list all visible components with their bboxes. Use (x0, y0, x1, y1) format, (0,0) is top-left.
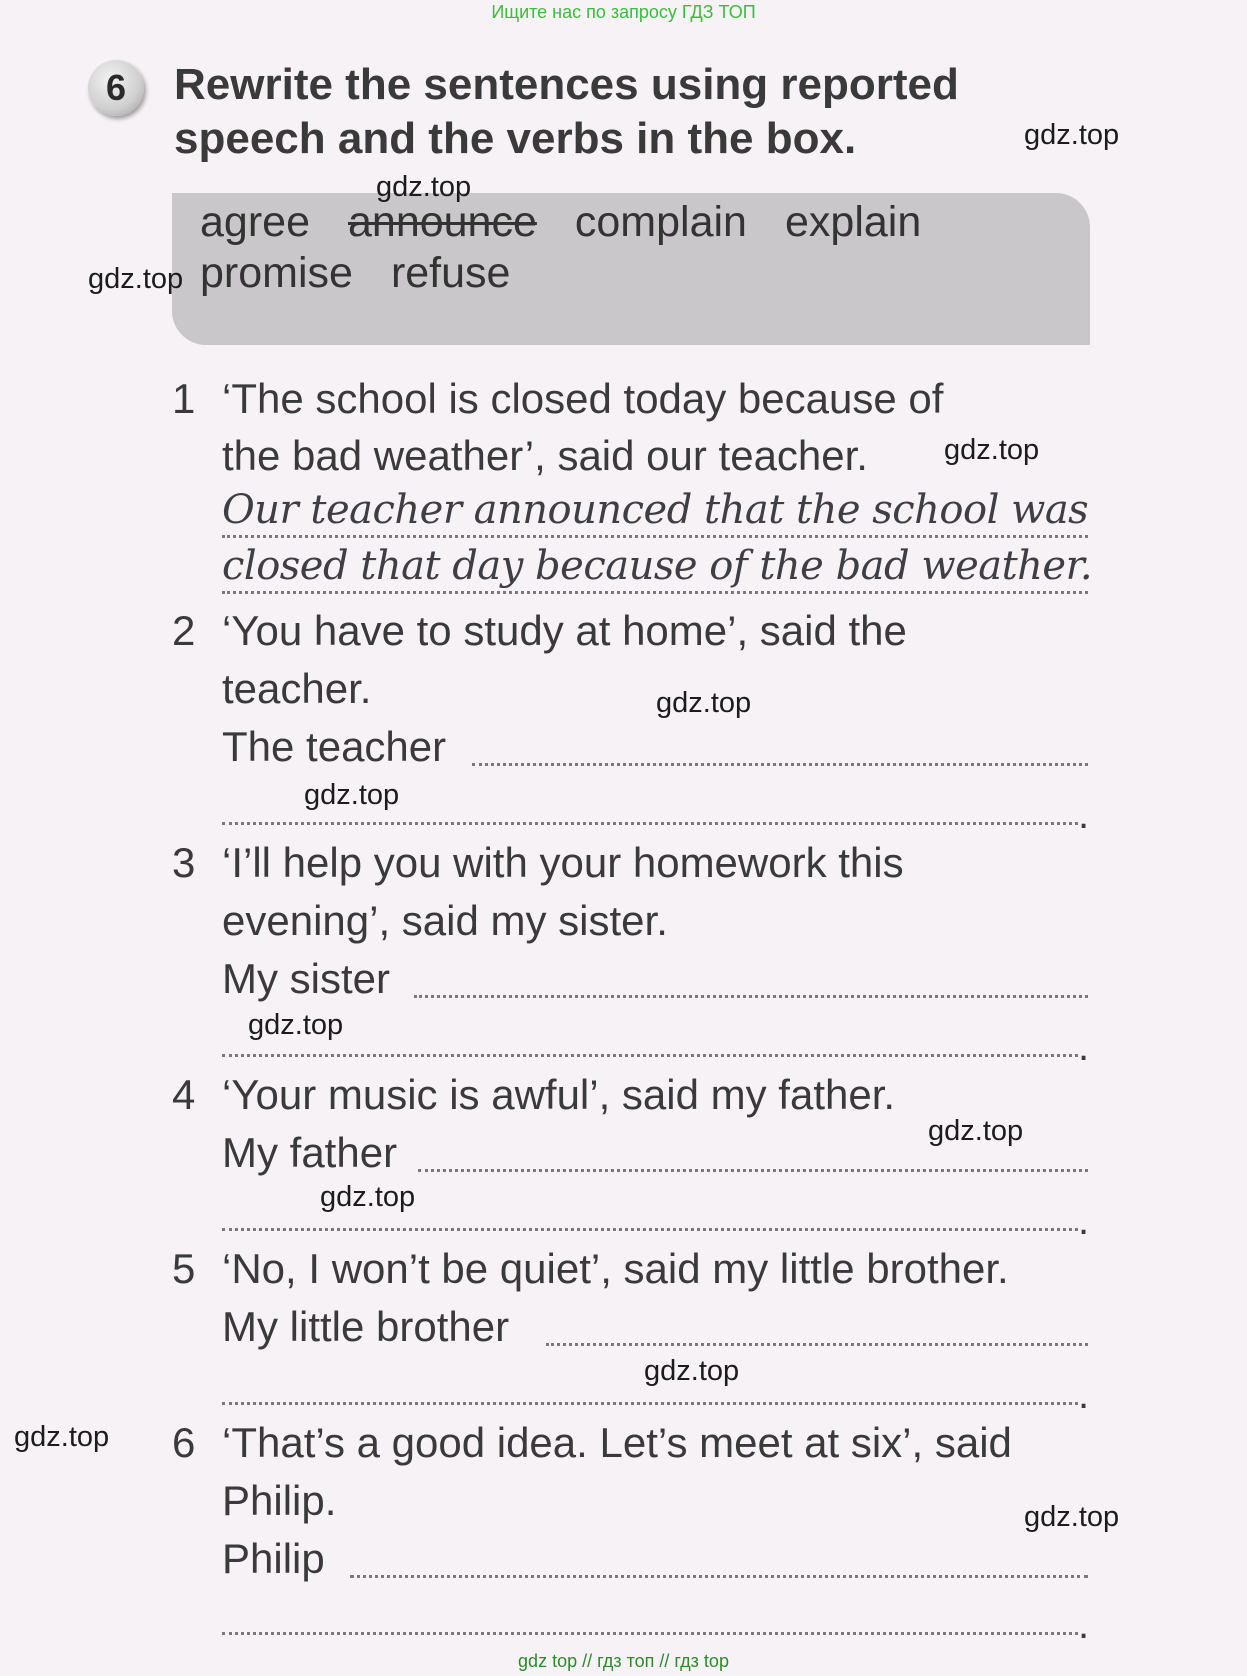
item-1-prompt-line-1: ‘The school is closed today because of (222, 375, 944, 422)
item-2-prompt-line-2: teacher. (222, 665, 372, 712)
item-5-starter: My little brother (222, 1303, 510, 1350)
item-2-answer-field-1[interactable] (472, 763, 1088, 766)
word-complain: complain (574, 198, 747, 246)
item-3-prompt-line-1: ‘I’ll help you with your homework this (222, 839, 904, 886)
watermark: gdz.top (656, 687, 752, 719)
item-1-prompt-line-2: the bad weather’, said our teacher. (222, 432, 868, 479)
item-5-period: . (1078, 1373, 1090, 1417)
item-2-period: . (1078, 793, 1090, 837)
watermark: gdz.top (928, 1115, 1024, 1147)
item-3-starter: My sister (222, 955, 390, 1002)
watermark: gdz.top (248, 1009, 344, 1041)
watermark: gdz.top (376, 171, 472, 203)
item-1-answer-line-2: closed that day because of the bad weather. (222, 543, 1093, 589)
watermark: gdz.top (304, 779, 400, 811)
word-announce-crossed: announce (347, 198, 537, 246)
word-box-row-2 (200, 248, 548, 298)
title-line-1: Rewrite the sentences using reported (174, 60, 959, 109)
item-3-answer-field-2[interactable] (222, 1054, 1078, 1057)
watermark: gdz.top (1024, 1501, 1120, 1533)
watermark: gdz.top (320, 1181, 416, 1213)
watermark: gdz.top (944, 434, 1040, 466)
exercise-number-badge: 6 (88, 60, 144, 116)
item-2-number: 2 (172, 607, 196, 654)
item-1-answer-dotline-2[interactable] (222, 591, 1088, 594)
item-2-answer-field-2[interactable] (222, 822, 1078, 825)
item-4-answer-field-2[interactable] (222, 1228, 1078, 1231)
item-6-prompt-line-1: ‘That’s a good idea. Let’s meet at six’, said (222, 1419, 1012, 1466)
bottom-banner[interactable]: gdz top // гдз топ // гдз top (518, 1651, 729, 1671)
item-4-starter: My father (222, 1129, 398, 1176)
item-1-number: 1 (172, 375, 196, 422)
item-4-answer-field-1[interactable] (418, 1169, 1088, 1172)
item-5-number: 5 (172, 1245, 196, 1292)
item-1-answer-line-1: Our teacher announced that the school was (222, 487, 1089, 533)
item-6-prompt-line-2: Philip. (222, 1477, 337, 1524)
item-5-prompt-line-1: ‘No, I won’t be quiet’, said my little brother. (222, 1245, 1009, 1292)
item-3-answer-field-1[interactable] (414, 995, 1088, 998)
watermark: gdz.top (14, 1421, 110, 1453)
watermark: gdz.top (1024, 119, 1120, 151)
top-banner[interactable]: Ищите нас по запросу ГДЗ ТОП (491, 2, 756, 22)
item-3-prompt-line-2: evening’, said my sister. (222, 897, 668, 944)
item-6-answer-field-1[interactable] (350, 1575, 1088, 1578)
item-5-answer-field-1[interactable] (546, 1343, 1088, 1346)
word-explain: explain (784, 198, 922, 246)
item-5-answer-field-2[interactable] (222, 1402, 1078, 1405)
item-2-starter: The teacher (222, 723, 447, 770)
word-refuse: refuse (390, 249, 511, 297)
title-line-2: speech and the verbs in the box. (174, 114, 857, 163)
item-4-number: 4 (172, 1071, 196, 1118)
watermark: gdz.top (88, 263, 184, 295)
item-6-period: . (1078, 1603, 1090, 1647)
item-6-answer-field-2[interactable] (222, 1632, 1078, 1635)
item-4-period: . (1078, 1199, 1090, 1243)
item-4-prompt-line-1: ‘Your music is awful’, said my father. (222, 1071, 896, 1118)
item-2-prompt-line-1: ‘You have to study at home’, said the (222, 607, 907, 654)
item-3-number: 3 (172, 839, 196, 886)
watermark: gdz.top (644, 1355, 740, 1387)
word-promise: promise (200, 249, 353, 297)
item-6-starter: Philip (222, 1535, 325, 1582)
exercise-instructions (174, 58, 1094, 166)
word-box-row-1 (200, 197, 959, 247)
word-agree: agree (200, 198, 310, 246)
item-6-number: 6 (172, 1419, 196, 1466)
item-3-period: . (1078, 1025, 1090, 1069)
